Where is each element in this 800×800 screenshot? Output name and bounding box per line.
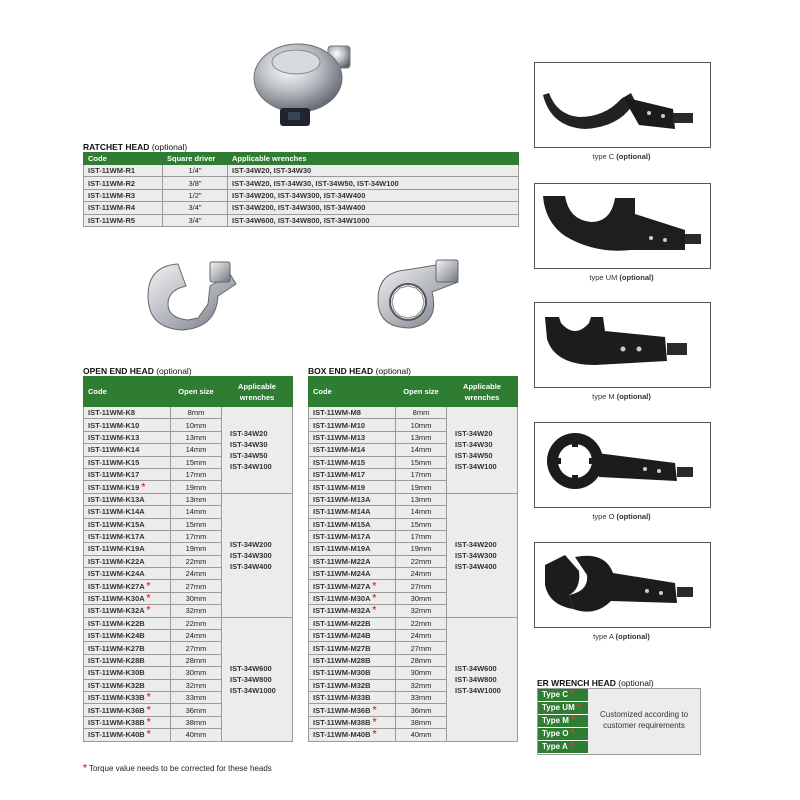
code-cell [309, 506, 396, 518]
wrenches-cell: IST-34W200, IST-34W300, IST-34W400 [228, 202, 519, 214]
code-cell [309, 729, 396, 741]
code-cell [84, 506, 171, 518]
ratchet-head-title: RATCHET HEAD (optional) [83, 142, 188, 152]
open-size-cell: 24mm [171, 630, 222, 642]
open-size-cell: 15mm [396, 456, 447, 468]
table-row [84, 407, 293, 419]
code-cell [84, 543, 171, 555]
asterisk-icon: * [372, 580, 377, 592]
open-size-cell: 13mm [171, 431, 222, 443]
open-size-cell: 17mm [396, 468, 447, 480]
table-row [84, 214, 519, 226]
code-text: IST-11WM-K28B [88, 656, 145, 665]
code-text: IST-11WM-M38B [313, 717, 371, 727]
open-end-head-table [83, 376, 293, 742]
applicable-wrenches-cell: IST-34W200 IST-34W300 IST-34W400 [222, 493, 293, 617]
code-cell [84, 456, 171, 468]
er-type-row [538, 728, 588, 741]
code-text: IST-11WM-K17 [88, 470, 140, 480]
code-cell [309, 691, 396, 703]
code-text: IST-11WM-M27B [313, 643, 371, 653]
er-type-label: Type C [542, 690, 569, 699]
code-text: IST-11WM-K10 [88, 420, 140, 430]
open-size-cell: 24mm [171, 568, 222, 580]
wrenches-cell: IST-34W200, IST-34W300, IST-34W400 [228, 189, 519, 201]
type-o-thumbnail [534, 422, 711, 508]
open-size-cell: 13mm [171, 493, 222, 505]
asterisk-icon: * [372, 716, 377, 728]
type-um-thumbnail [534, 183, 711, 269]
code-cell [84, 667, 171, 679]
hook-wrench-head-icon [535, 63, 710, 147]
open-size-cell: 36mm [171, 704, 222, 716]
type-c-thumbnail [534, 62, 711, 148]
er-wrench-head-title: ER WRENCH HEAD (optional) [537, 678, 654, 688]
code-cell: IST-11WM-R5 [84, 214, 163, 226]
asterisk-icon: * [146, 729, 151, 741]
code-text: IST-11WM-M32A [313, 606, 371, 616]
code-cell [309, 481, 396, 493]
er-type-label: Type M [542, 716, 569, 725]
code-text: IST-11WM-K40B [88, 730, 145, 740]
code-text: IST-11WM-M30A [313, 594, 371, 604]
applicable-wrenches-cell: IST-34W20 IST-34W30 IST-34W50 IST-34W100 [222, 407, 293, 494]
table-row [84, 165, 519, 177]
asterisk-icon: * [569, 741, 574, 752]
open-size-cell: 28mm [396, 654, 447, 666]
code-cell [84, 468, 171, 480]
type-m-caption: type M (optional) [592, 392, 651, 401]
ratchet-head-table [83, 152, 519, 227]
code-text: IST-11WM-K33B [88, 693, 145, 703]
open-end-head-image [138, 256, 238, 336]
code-cell [309, 592, 396, 604]
code-text: IST-11WM-M17A [313, 532, 371, 542]
code-text: IST-11WM-K22B [88, 618, 145, 628]
code-text: IST-11WM-M14 [313, 445, 366, 455]
code-text: IST-11WM-M36B [313, 705, 371, 715]
code-cell [84, 518, 171, 530]
open-wrench-head-icon [535, 543, 710, 627]
asterisk-icon: * [146, 580, 151, 592]
code-cell [309, 667, 396, 679]
code-text: IST-11WM-K19 [88, 482, 140, 492]
code-cell [84, 691, 171, 703]
col-code-header: Code [84, 153, 163, 165]
open-size-cell: 17mm [171, 468, 222, 480]
code-text: IST-11WM-M22B [313, 618, 371, 628]
code-cell [84, 592, 171, 604]
code-text: IST-11WM-K24B [88, 631, 145, 641]
code-cell: IST-11WM-R4 [84, 202, 163, 214]
code-cell [309, 617, 396, 629]
square-driver-cell: 3/4" [163, 214, 228, 226]
code-cell [84, 729, 171, 741]
open-size-cell: 32mm [396, 605, 447, 617]
open-size-cell: 19mm [396, 481, 447, 493]
type-o-caption: type O (optional) [592, 512, 651, 521]
er-type-label: Type O [542, 729, 569, 738]
open-size-cell: 33mm [396, 691, 447, 703]
code-text: IST-11WM-K15A [88, 519, 145, 529]
code-text: IST-11WM-K17A [88, 532, 145, 542]
open-size-cell: 36mm [396, 704, 447, 716]
open-size-cell: 38mm [396, 716, 447, 728]
open-size-cell: 22mm [171, 555, 222, 567]
code-text: IST-11WM-K32A [88, 606, 145, 616]
square-driver-cell: 1/4" [163, 165, 228, 177]
code-cell: IST-11WM-R2 [84, 177, 163, 189]
open-size-cell: 22mm [171, 617, 222, 629]
table-row [84, 189, 519, 201]
code-text: IST-11WM-M32B [313, 680, 371, 690]
code-text: IST-11WM-M27A [313, 581, 371, 591]
code-text: IST-11WM-K8 [88, 408, 136, 418]
open-size-cell: 27mm [396, 580, 447, 592]
code-text: IST-11WM-M14A [313, 507, 371, 517]
applicable-wrenches-cell: IST-34W20 IST-34W30 IST-34W50 IST-34W100 [447, 407, 518, 494]
open-size-cell: 8mm [396, 407, 447, 419]
open-size-cell: 32mm [171, 605, 222, 617]
um-wrench-head-icon [535, 184, 710, 268]
col-open-size-header: Open size [171, 377, 222, 407]
code-text: IST-11WM-K32B [88, 680, 145, 690]
open-size-cell: 28mm [171, 654, 222, 666]
code-cell [309, 555, 396, 567]
wrenches-cell: IST-34W600, IST-34W800, IST-34W1000 [228, 214, 519, 226]
code-cell [84, 679, 171, 691]
code-text: IST-11WM-K27A [88, 581, 145, 591]
code-cell [309, 456, 396, 468]
open-size-cell: 30mm [171, 667, 222, 679]
code-cell [309, 630, 396, 642]
code-cell [309, 605, 396, 617]
open-size-cell: 38mm [171, 716, 222, 728]
open-size-cell: 19mm [171, 481, 222, 493]
code-cell [309, 543, 396, 555]
open-size-cell: 14mm [171, 444, 222, 456]
code-cell [84, 568, 171, 580]
open-size-cell: 22mm [396, 617, 447, 629]
asterisk-icon: * [570, 728, 575, 739]
asterisk-icon: * [141, 481, 146, 493]
asterisk-icon: * [146, 593, 151, 605]
code-text: IST-11WM-K24A [88, 569, 145, 579]
open-size-cell: 19mm [396, 543, 447, 555]
asterisk-icon: * [372, 593, 377, 605]
code-cell [84, 431, 171, 443]
open-size-cell: 30mm [396, 667, 447, 679]
code-cell [309, 654, 396, 666]
open-size-cell: 27mm [171, 580, 222, 592]
asterisk-icon: * [146, 704, 151, 716]
code-cell [84, 704, 171, 716]
code-cell [309, 580, 396, 592]
m-wrench-head-icon [535, 303, 710, 387]
open-size-cell: 15mm [171, 518, 222, 530]
code-cell [84, 642, 171, 654]
table-row [309, 493, 518, 505]
code-text: IST-11WM-M30B [313, 668, 371, 678]
code-cell [309, 530, 396, 542]
open-size-cell: 14mm [396, 506, 447, 518]
code-cell: IST-11WM-R1 [84, 165, 163, 177]
code-cell [309, 716, 396, 728]
code-cell [309, 568, 396, 580]
open-size-cell: 14mm [171, 506, 222, 518]
er-wrench-head-table [537, 688, 701, 755]
code-text: IST-11WM-K36B [88, 705, 145, 715]
square-driver-cell: 3/4" [163, 202, 228, 214]
code-text: IST-11WM-K14A [88, 507, 145, 517]
code-cell [84, 419, 171, 431]
asterisk-icon: * [372, 704, 377, 716]
box-end-head-title: BOX END HEAD (optional) [308, 366, 411, 376]
code-cell [84, 407, 171, 419]
footnote: * Torque value needs to be corrected for these heads [83, 763, 272, 774]
asterisk-icon: * [146, 692, 151, 704]
type-a-thumbnail [534, 542, 711, 628]
er-wrench-note: Customized according to customer requirements [599, 710, 689, 730]
code-text: IST-11WM-M10 [313, 420, 366, 430]
code-text: IST-11WM-M17 [313, 470, 366, 480]
code-cell [84, 493, 171, 505]
code-cell [309, 419, 396, 431]
open-size-cell: 24mm [396, 568, 447, 580]
open-size-cell: 19mm [171, 543, 222, 555]
open-size-cell: 17mm [171, 530, 222, 542]
table-row [309, 617, 518, 629]
table-row [84, 202, 519, 214]
code-text: IST-11WM-M28B [313, 656, 371, 665]
open-size-cell: 24mm [396, 630, 447, 642]
col-code-header: Code [309, 377, 396, 407]
er-type-row [538, 715, 588, 728]
code-cell [84, 716, 171, 728]
er-type-label: Type A [542, 742, 568, 751]
code-text: IST-11WM-K38B [88, 717, 145, 727]
code-cell [84, 444, 171, 456]
header-row [84, 377, 293, 407]
open-size-cell: 30mm [171, 592, 222, 604]
code-text: IST-11WM-M24A [313, 569, 371, 579]
code-cell [309, 642, 396, 654]
code-text: IST-11WM-M19 [313, 482, 366, 492]
open-size-cell: 15mm [396, 518, 447, 530]
applicable-wrenches-cell: IST-34W200 IST-34W300 IST-34W400 [447, 493, 518, 617]
code-cell [84, 617, 171, 629]
col-square-driver-header: Square driver [163, 153, 228, 165]
open-size-cell: 27mm [171, 642, 222, 654]
code-cell [309, 407, 396, 419]
code-text: IST-11WM-M40B [313, 730, 371, 740]
table-row [309, 407, 518, 419]
ratchet-head-image [248, 36, 358, 132]
code-text: IST-11WM-M33B [313, 693, 371, 703]
code-cell [84, 654, 171, 666]
header-row [309, 377, 518, 407]
applicable-wrenches-cell: IST-34W600 IST-34W800 IST-34W1000 [447, 617, 518, 741]
open-size-cell: 40mm [171, 729, 222, 741]
asterisk-icon: * [372, 605, 377, 617]
code-cell [84, 555, 171, 567]
code-text: IST-11WM-M8 [313, 408, 361, 418]
code-cell [309, 679, 396, 691]
box-end-head-table [308, 376, 518, 742]
col-wrenches-header: Applicable wrenches [228, 153, 519, 165]
code-text: IST-11WM-M22A [313, 556, 371, 566]
square-driver-cell: 1/2" [163, 189, 228, 201]
open-size-cell: 14mm [396, 444, 447, 456]
code-text: IST-11WM-K30A [88, 594, 145, 604]
open-size-cell: 13mm [396, 493, 447, 505]
asterisk-icon: * [372, 729, 377, 741]
code-cell [309, 444, 396, 456]
type-a-caption: type A (optional) [593, 632, 650, 641]
er-type-row [538, 741, 588, 754]
open-size-cell: 17mm [396, 530, 447, 542]
code-text: IST-11WM-K30B [88, 668, 145, 678]
col-wrenches-header: Applicable wrenches [222, 377, 293, 407]
code-text: IST-11WM-K22A [88, 556, 145, 566]
open-size-cell: 13mm [396, 431, 447, 443]
asterisk-icon: * [83, 763, 87, 774]
open-size-cell: 40mm [396, 729, 447, 741]
asterisk-icon: * [146, 605, 151, 617]
code-text: IST-11WM-K14 [88, 445, 140, 455]
asterisk-icon: * [570, 689, 574, 700]
square-driver-cell: 3/8" [163, 177, 228, 189]
code-cell: IST-11WM-R3 [84, 189, 163, 201]
code-cell [309, 431, 396, 443]
er-type-label: Type UM [542, 703, 575, 712]
type-m-thumbnail [534, 302, 711, 388]
table-row [84, 493, 293, 505]
col-open-size-header: Open size [396, 377, 447, 407]
code-cell [84, 530, 171, 542]
table-row [84, 177, 519, 189]
open-size-cell: 10mm [396, 419, 447, 431]
open-size-cell: 22mm [396, 555, 447, 567]
code-text: IST-11WM-M24B [313, 631, 371, 641]
col-code-header: Code [84, 377, 171, 407]
open-size-cell: 10mm [171, 419, 222, 431]
box-end-head-image [370, 252, 464, 338]
code-cell [309, 704, 396, 716]
code-cell [309, 468, 396, 480]
applicable-wrenches-cell: IST-34W600 IST-34W800 IST-34W1000 [222, 617, 293, 741]
wrenches-cell: IST-34W20, IST-34W30 [228, 165, 519, 177]
asterisk-icon: * [146, 716, 151, 728]
code-text: IST-11WM-K15 [88, 457, 140, 467]
code-text: IST-11WM-M15 [313, 457, 366, 467]
type-c-caption: type C (optional) [592, 152, 651, 161]
er-type-row [538, 689, 588, 702]
open-size-cell: 33mm [171, 691, 222, 703]
code-text: IST-11WM-K13 [88, 432, 140, 442]
open-size-cell: 30mm [396, 592, 447, 604]
code-text: IST-11WM-K19A [88, 544, 145, 554]
code-text: IST-11WM-M13 [313, 432, 366, 442]
code-text: IST-11WM-M15A [313, 519, 371, 529]
asterisk-icon: * [576, 702, 581, 713]
code-cell [84, 605, 171, 617]
col-wrenches-header: Applicable wrenches [447, 377, 518, 407]
code-cell [309, 518, 396, 530]
code-text: IST-11WM-K27B [88, 643, 145, 653]
code-cell [84, 630, 171, 642]
open-size-cell: 8mm [171, 407, 222, 419]
code-text: IST-11WM-K13A [88, 494, 145, 504]
open-end-head-title: OPEN END HEAD (optional) [83, 366, 192, 376]
wrenches-cell: IST-34W20, IST-34W30, IST-34W50, IST-34W100 [228, 177, 519, 189]
code-text: IST-11WM-M19A [313, 544, 371, 554]
code-cell [84, 481, 171, 493]
code-cell [84, 580, 171, 592]
open-size-cell: 32mm [396, 679, 447, 691]
type-um-caption: type UM (optional) [589, 273, 654, 282]
open-size-cell: 32mm [171, 679, 222, 691]
table-row [84, 617, 293, 629]
open-size-cell: 27mm [396, 642, 447, 654]
er-type-row [538, 702, 588, 715]
o-ring-wrench-head-icon [535, 423, 710, 507]
code-text: IST-11WM-M13A [313, 494, 371, 504]
open-size-cell: 15mm [171, 456, 222, 468]
code-cell [309, 493, 396, 505]
asterisk-icon: * [570, 715, 575, 726]
